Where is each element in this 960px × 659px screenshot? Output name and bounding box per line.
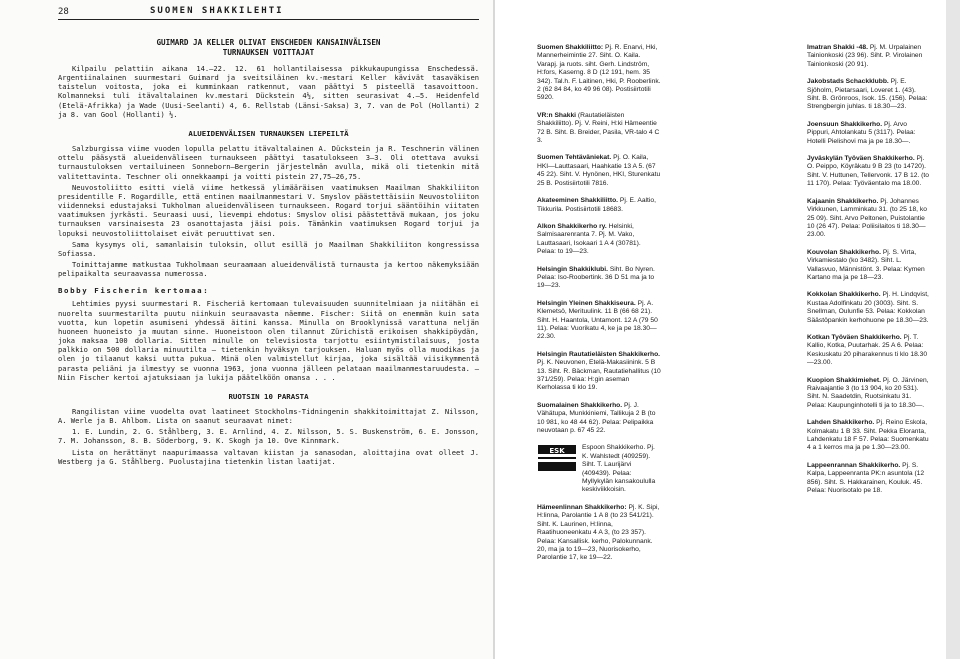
club-entry [537, 351, 661, 393]
club-details: Pj. O. Peippo, Köyräkatu 9 B 23 (to 14720). Siht. V. Huttunen, Tellervonk. 17 B 12. (to 11 170). Pelaa: Työväentalo ma 18.00. [807, 155, 929, 188]
club-column-1 [537, 44, 661, 572]
club-name: Jakobstads Schackklubb. [807, 78, 889, 86]
club-entry [807, 249, 931, 283]
article2-paragraph-4: Toimittajamme matkustaa Tukholmaan seuraamaan alueidenvälistä turnausta ja kertoo näkemyksiään pelipaikalta seuraavassa numerossa. [58, 259, 479, 279]
club-entry [537, 44, 661, 103]
club-entry [537, 154, 661, 188]
club-name: Jyväskylän Työväen Shakkikerho. [807, 155, 915, 163]
club-name: Kokkolan Shakkikerho. [807, 291, 881, 299]
club-entry [537, 112, 661, 146]
club-entry [807, 462, 931, 496]
club-entry [807, 334, 931, 368]
article3-paragraph: Lehtimies pyysi suurmestari R. Fischeriä kertomaan tulevaisuuden suunnitelmiaan ja niitähän ei nuorelta suurmestarilta puutu niinkuin seuraavasta näemme. Fischer: Siitä on enemmän kuin sata vuotta, kun lopetin asumiseni yhdessä äitini kanssa. Minulla on Brooklynissä varattuna neljän huoneen huoneisto ja muutan sinne. Huoneistoon olen tilannut Zürichistä erikoisen shakkipöydän, joka maksaa 100 dollaria. Sitten minulle on televisiosta tarjottu esiintymistilaisuus, josta palkkio on 500 dollaria minuutilta — tietenkin hyväksyn tarjouksen. Haluan myös olla muodikas ja olen jo tilaanut kaksi uutta pukua. Minä olen valmistellut kirjaa, joka sisältää viisikymmentä parasta peliäni ja ilmestyy se vuonna 1963, jona vuonna jälleen pelataan maailmanmestaruudesta. — Niin Fischer kertoi ajatuksiaan ja lukija päätelköön omansa . . . [58, 299, 479, 382]
article1-heading-line2: TURNAUKSEN VOITTAJAT [222, 48, 315, 57]
club-name: Suomen Shakkiliitto: [537, 44, 604, 51]
article3-heading: Bobby Fischerin kertomaa: [58, 286, 210, 296]
club-name: Akateeminen Shakkiliitto. [537, 197, 619, 205]
club-name: Lahden Shakkikerho. [807, 419, 875, 427]
club-column-2 [807, 44, 931, 504]
article1-paragraph: Kilpailu pelattiin aikana 14.—22. 12. 61 hollantilaisessa pikkukaupungissa Enschedessä. Argentiinalainen suurmestari Guimard ja sveitsiläinen kv.-mestari Keller kävivät tasaväkisen taistelun voitosta, joka ei kumminkaan ratkennut, vaan päättyi 5 pisteellä tasavoittoon. Kolmanneksi tuli itävaltalainen kv.mestari Dückstein 4½, sitten seurasivat 4.—5. Heidenfeld (Etelä-Afrikka) ja Wade (Uusi-Seelanti) 4, 6. Rellstab (Länsi-Saksa) 3, 7. van de Pol (Hollanti) 2 ja 8. van Gool (Hollanti) ½. [58, 64, 479, 119]
club-details: Pj. S. Virta, Virkamiestalo (ko 3482). Siht. L. Vallasvuo, Männistönt. 3. Pelaa: Kymen Kartano ma ja pe 18—23. [807, 248, 925, 281]
club-details: Espoon Shakkikerho. Pj. K. Wahlstedt (409259). Siht. T. Laurijärvi (409439). Pelaa: Myllykylän kansakoululla keskiviikkoisin. [582, 444, 656, 494]
club-name: Kuopion Shakkimiehet. [807, 376, 881, 384]
club-details: Pj. Arvo Pippuri, Ahtolankatu 5 (3117). Pelaa: Hotelli Pielishovi ma ja pe 18.30—. [807, 120, 916, 145]
club-details: Pj. R. Enarvi, Hki, Mannerheimintie 27. Siht. O. Kaila. Varapj. ja ruots. siht. Gerh. Lindström, H:fors, Kaserng. 8 D (12 191, hem. 35 342). Tal.h. F. Laitinen, Hki, P. Rooberlink. 2 (62 84 84, ko 49 96 08). Postisiirtotili 5920. [537, 44, 661, 102]
club-details: Siht. Bo Nyren. Pelaa: Iso-Roobertink. 36 D 51 ma ja to 19—23. [537, 265, 655, 290]
club-entry [807, 198, 931, 240]
club-entry [807, 291, 931, 325]
esk-logo-text: ESK [549, 447, 565, 456]
club-details: Pj. K. Neuvonen, Etelä-Makasiinink. 5 B 13. Siht. R. Bäckman, Rautatiehallitus (10 371/259). Pelaa: H:gin aseman Kerholassa ti klo 19. [537, 359, 661, 392]
club-details: (Rautatieläisten Shakkiliitto). Pj. V. Reini, H:ki Hämeentie 72 B. Siht. B. Breider, Pasila, VR-talo 4 C 3. [537, 111, 660, 145]
club-entry [537, 300, 661, 342]
club-details: Pj. O. Kaila, HKI—Lauttasaari, Haahkatie 13 A 5. (67 45 22). Siht. V. Hynönen, HKI, Sturenkatu 25 B. Postisiirtotili 7816. [537, 154, 661, 187]
esk-logo-icon [537, 444, 577, 472]
article4-paragraph-1: Rangilistan viime vuodelta ovat laatineet Stockholms-Tidningenin shakkitoimittajat Z. Nilsson, A. Werle ja B. Ahlbom. Lista on saanut seuraavat nimet: [58, 407, 479, 426]
club-entry [537, 223, 661, 257]
club-entry [807, 78, 931, 112]
article4-heading: RUOTSIN 10 PARASTA [228, 391, 309, 401]
club-details: Helsinki, Salmisaarenranta 7. Pj. M. Vako, Lauttasaari, Isokaari 1 A 4 (30781). Pelaa: to 19—23. [537, 222, 641, 256]
club-name: Alkon Shakkikerho ry. [537, 222, 607, 230]
club-entry [807, 419, 931, 453]
article2-paragraph-1: Salzburgissa viime vuoden lopulla pelattu itävaltalainen A. Dückstein ja R. Teschnerin välinen ottelu pääsystä alueidenväliseen turnaukseen päättyi tasatulokseen 3—3. Oli otettava avuksi turnaustuloksen vertailuineen Sonneborn—Bergerin järjestelmän avulla, mikä oli tietenkin mitä valitettavinta. Teschner oli onnekkaampi ja voitti pistein 27,75—26,75. [58, 144, 479, 181]
club-details: Pj. H. Lindqvist, Kustaa Adolfinkatu 20 (3003). Siht. S. Snellman, Oulunfie 53. Pelaa: Kokkolan Säästöpankin kerhohuone pe 18.30—23. [807, 291, 929, 324]
club-details: Pj. M. Urpalainen Tainionkoski (23 96). Siht. P. Virolainen Tainionkoski (20 91). [807, 44, 923, 68]
club-details: Pj. E. Aaltio, Tikkurila. Postisiirtotili 18683. [537, 197, 656, 213]
club-name: Suomen Tehtäväniekat. [537, 154, 612, 162]
club-details: Pj. A. Klemetsö, Merituulink. 11 B (66 68 21). Siht. H. Haantola, Untamont. 12 A (79 50 11). Pelaa: Vuorikatu 4, ke ja pe 18.30—22.30. [537, 299, 658, 341]
club-name: Kouvolan Shakkikerho. [807, 248, 881, 256]
club-details: Pj. T. Kallio, Kotka, Puutarhak. 25 A 6. Pelaa: Keskuskatu 20 piharakennus ti klo 18.30 —23.00. [807, 333, 928, 367]
club-name: Kajaanin Shakkikerho. [807, 197, 879, 205]
club-details: Pj. Reino Eskola, Kolmakatu 1 B 33. Siht. Pekka Eloranta, Lahdenkatu 18 F 57. Pelaa: Suomenkatu 4 a 1 kerros ma ja pe 1.30—23.00. [807, 419, 929, 452]
page-number: 28 [58, 7, 69, 17]
club-name: Kotkan Työväen Shakkikerho. [807, 333, 902, 341]
club-entry [537, 504, 661, 563]
page-fold [493, 0, 495, 659]
article4-paragraph-2: 1. E. Lundin, 2. G. Ståhlberg, 3. E. Arnlind, 4. Z. Nilsson, 5. S. Buskenström, 6. E. Jonsson, 7. M. Johansson, 8. B. Söderborg, 9. K. Skogh ja 10. Ove Kinnmark. [58, 427, 479, 446]
club-name: Lappeenrannan Shakkikerho. [807, 461, 901, 469]
club-name: Joensuun Shakkikerho. [807, 120, 883, 128]
article4-paragraph-3: Lista on herättänyt naapurimaassa valtavan kiistan ja sanasodan, aloittajina ovat olleet J. Westberg ja G. Ståhlberg. Puolustajina tietenkin listan laatijat. [58, 447, 479, 466]
binding-edge [946, 0, 960, 659]
club-entry [807, 44, 931, 69]
magazine-title: SUOMEN SHAKKILEHTI [150, 6, 284, 16]
club-entry [807, 121, 931, 146]
article2-paragraph-3: Sama kysymys oli, samanlaisin tuloksin, ollut esillä jo Maailman Shakkiliiton kongressissa Sofiassa. [58, 239, 479, 258]
club-entry [537, 402, 661, 436]
club-name: Helsingin Shakkiklubi. [537, 265, 608, 273]
article1-heading-line1: GUIMARD JA KELLER OLIVAT ENSCHEDEN KANSAINVÄLISEN [156, 38, 381, 47]
club-details: Pj. S. Kalpa, Lappeenranta PK:n asuntola (12 856). Siht. S. Hakkarainen, Kouluk. 45. Pelaa: Nuorisotalo pe 18. [807, 461, 925, 495]
club-details: Pj. K. Sipi, H:linna, Parolantie 1 A 8 (to 23 541/21). Siht. K. Laurinen, H:linna, Raatihuoneenkatu 4 A 3, (to 23 357). Pelaa: Kansallisk. kerho, Palokunnank. 20, ma ja to 19—23, Nuorisokerho, Parolantie 17, ke 19—22. [537, 503, 660, 562]
club-entry [537, 266, 661, 291]
esk-entry [537, 444, 661, 494]
club-name: Imatran Shakki -48. [807, 44, 868, 51]
club-entry [537, 197, 661, 214]
article2-heading: ALUEIDENVÄLISEN TURNAUKSEN LIEPEILTÄ [188, 128, 349, 138]
club-name: Suomalainen Shakkikerho. [537, 401, 623, 409]
club-entry [807, 377, 931, 411]
club-details: Pj. J. Vähätupa, Munkkiniemi, Tallikuja 2 B (to 10 981, ko 48 44 62). Pelaa: Pelipaikka neuvotaan p. 67 45 22. [537, 401, 656, 435]
left-column [58, 38, 479, 468]
club-name: Hämeenlinnan Shakkikerho: [537, 503, 627, 511]
club-name: VR:n Shakki [537, 111, 577, 119]
club-details: Pj. O. Järvinen, Raivaajantie 3 (to 13 904, ko 20 531). Siht. N. Saadetdin, Ruotsinkatu 31. Pelaa: Kaupunginhotelli ti ja to 18.30—. [807, 376, 929, 409]
club-name: Helsingin Rautatieläisten Shakkikerho. [537, 350, 661, 358]
club-entry [807, 155, 931, 189]
club-name: Helsingin Yleinen Shakkiseura. [537, 299, 636, 307]
club-details: Pj. Johannes Virkkunen, Lamminkatu 31. (to 25 18, ko 25 09). Siht. Arvo Peltonen, Puistolantie 10 (26 47). Pelaa: Poliisilaitos ti 18.30—23.00. [807, 197, 927, 239]
club-details: Pj. E. Sjöholm, Pietarsaari, Loveret 1. (43). Siht. B. Grönroos, Isok. 15. (156). Pelaa: Strengbergin juhlas. ti 18.30—23. [807, 78, 928, 111]
header-rule [58, 19, 479, 20]
article2-paragraph-2: Neuvostoliitto esitti vielä viime hetkessä ylimääräisen vaatimuksen Maailman Shakkiliiton presidentille F. Rogardille, että entinen maailmanmestari V. Smyslov päästettäisiin Neuvostoliiton viidenneksi edustajaksi Tukholman alueidenväliseen turnaukseen. Rogard torjui sääntöihin viitaten vaatimuksen jyrkästi. Seuraasi uusi, lievempi ehdotus: Smyslov olisi päästettävä mukaan, jos joku turnauksen varsinaisesta 23 osanottajasta jäisi pois. Tämänkin vaatimuksen Rogard torjui ja lopuksi neuvostoliittolaiset eivät peruuttivat sen. [58, 182, 479, 238]
